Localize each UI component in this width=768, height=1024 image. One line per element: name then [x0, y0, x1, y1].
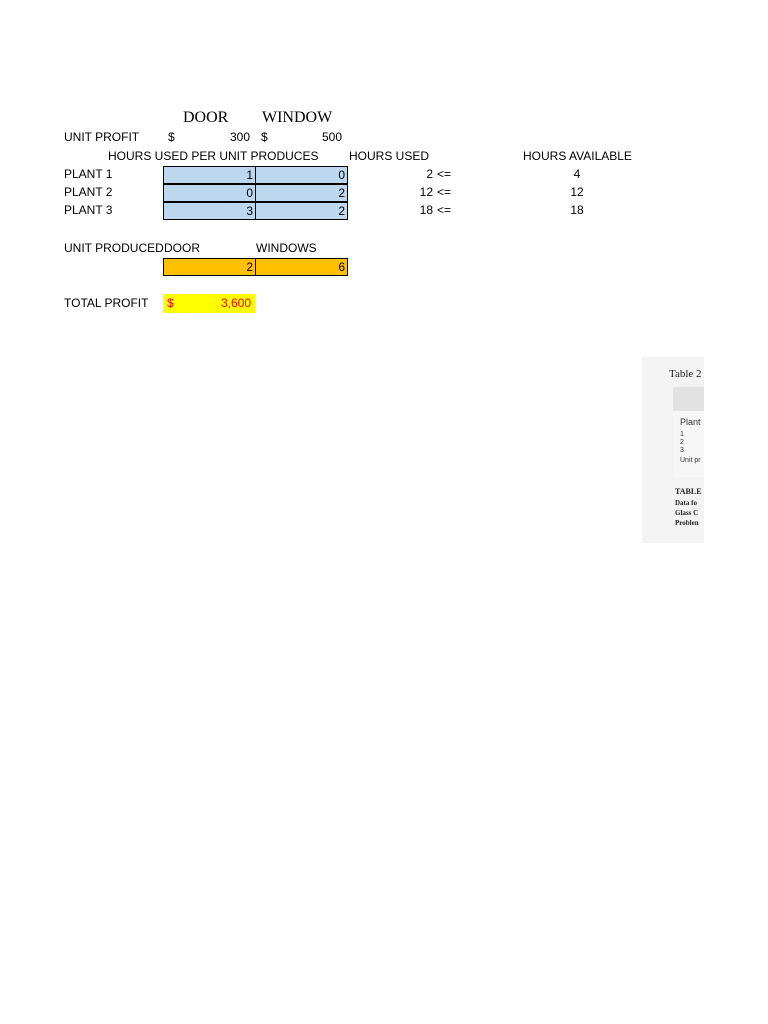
plant-1-label: PLANT 1	[64, 167, 113, 181]
plant-2-door-hours[interactable]: 0	[163, 184, 256, 202]
plant-2-label: PLANT 2	[64, 185, 113, 199]
embedded-table-caption: Table 2	[669, 368, 702, 380]
plant-3-label: PLANT 3	[64, 203, 113, 217]
door-header: DOOR	[183, 109, 229, 126]
window-profit-value: 500	[321, 130, 342, 144]
units-produced-door-label: DOOR	[164, 241, 200, 255]
window-header: WINDOW	[262, 109, 333, 126]
window-units-cell[interactable]: 6	[255, 258, 348, 276]
embedded-table-text-3: Problen	[675, 519, 699, 527]
embedded-table-label: TABLE	[675, 487, 702, 496]
embedded-table-image[interactable]	[642, 357, 704, 543]
total-profit-currency: $	[167, 296, 174, 310]
embedded-table-row-1: 1	[680, 431, 684, 438]
plant-2-window-hours[interactable]: 2	[255, 184, 348, 202]
plant-1-window-hours[interactable]: 0	[255, 166, 348, 184]
total-profit-value: 3,600	[220, 296, 251, 310]
embedded-table-plant-header: Plant	[680, 417, 701, 427]
embedded-table-row-unit: Unit pr	[680, 457, 701, 464]
door-profit-currency: $	[168, 130, 175, 144]
embedded-table-text-2: Glass C	[675, 509, 699, 517]
plant-1-hours-used: 2	[426, 167, 433, 181]
hours-used-header: HOURS USED	[349, 149, 430, 163]
total-profit-cell[interactable]	[163, 294, 255, 313]
plant-1-constraint-op: <=	[437, 167, 452, 181]
plant-1-hours-available: 4	[573, 167, 581, 181]
door-units-cell[interactable]: 2	[163, 258, 256, 276]
plant-3-window-hours[interactable]: 2	[255, 202, 348, 220]
embedded-table-text-1: Data fo	[675, 499, 697, 507]
units-produced-label: UNIT PRODUCED	[64, 241, 164, 255]
plant-3-hours-available: 18	[570, 203, 584, 217]
plant-2-hours-available: 12	[570, 185, 584, 199]
total-profit-label: TOTAL PROFIT	[64, 296, 149, 310]
embedded-table-row-3: 3	[680, 447, 684, 454]
plant-3-door-hours[interactable]: 3	[163, 202, 256, 220]
plant-3-hours-used: 18	[419, 203, 433, 217]
units-produced-window-label: WINDOWS	[256, 241, 317, 255]
unit-profit-label: UNIT PROFIT	[64, 130, 140, 144]
plant-1-door-hours[interactable]: 1	[163, 166, 256, 184]
plant-3-constraint-op: <=	[437, 203, 452, 217]
hours-per-unit-header: HOURS USED PER UNIT PRODUCES	[108, 149, 319, 163]
plant-2-hours-used: 12	[419, 185, 433, 199]
door-profit-value: 300	[229, 130, 250, 144]
embedded-table-row-2: 2	[680, 439, 684, 446]
plant-2-constraint-op: <=	[437, 185, 452, 199]
hours-available-header: HOURS AVAILABLE	[523, 149, 632, 163]
window-profit-currency: $	[261, 130, 268, 144]
